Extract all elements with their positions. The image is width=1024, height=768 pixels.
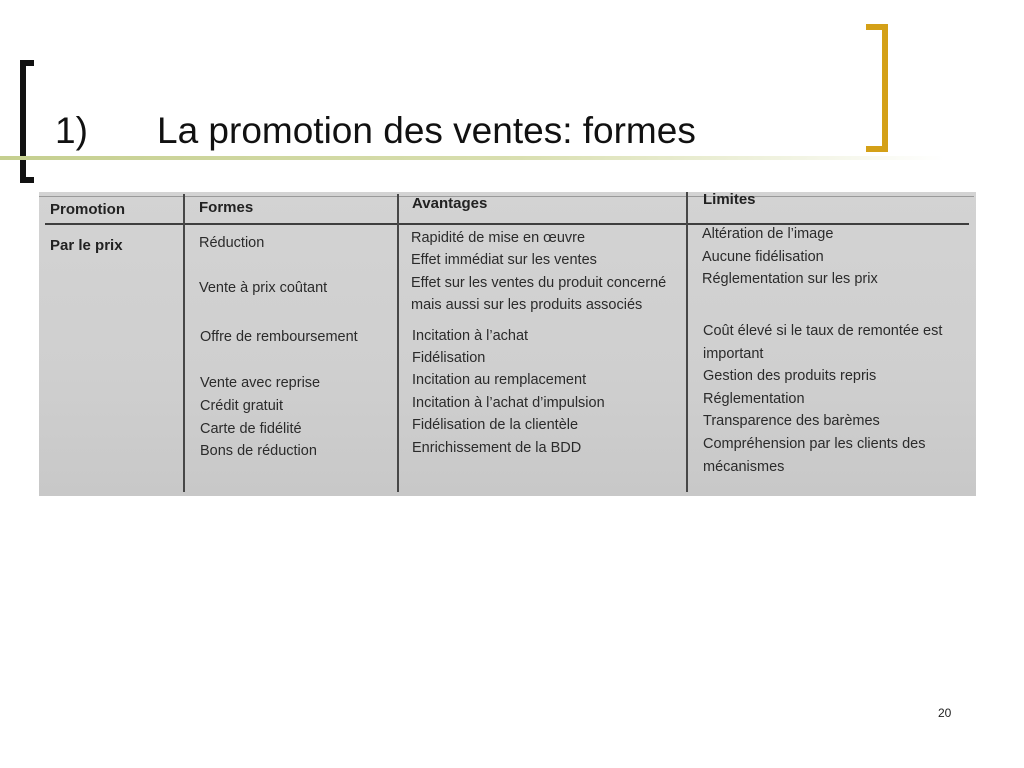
limite-item: Aucune fidélisation (702, 249, 824, 265)
forme-item: Vente à prix coûtant (199, 280, 328, 296)
avantage-item: Effet immédiat sur les ventes (411, 252, 597, 268)
limite-item: Compréhension par les clients des (703, 436, 926, 452)
avantage-item: Fidélisation (412, 350, 486, 366)
scanned-table (39, 192, 976, 496)
right-bracket-decoration (866, 24, 888, 152)
avantage-item: Fidélisation de la clientèle (412, 417, 579, 433)
avantage-item: Effet sur les ventes du produit concerné (411, 275, 667, 291)
forme-item: Carte de fidélité (200, 421, 302, 437)
forme-item: Crédit gratuit (200, 398, 284, 414)
limite-item: mécanismes (703, 459, 785, 475)
title-underline (0, 156, 945, 160)
header-avantages: Avantages (412, 195, 488, 212)
avantage-item: Rapidité de mise en œuvre (411, 230, 586, 246)
forme-item: Réduction (199, 235, 265, 251)
limite-item: important (703, 346, 764, 362)
limite-item: Gestion des produits repris (703, 368, 877, 384)
slide-title (55, 108, 696, 154)
avantage-item: Incitation à l’achat d’impulsion (412, 395, 605, 411)
avantage-item: Enrichissement de la BDD (412, 440, 582, 456)
limite-item: Transparence des barèmes (703, 413, 880, 429)
page-number: 20 (938, 706, 952, 720)
limite-item: Réglementation sur les prix (702, 271, 878, 287)
row-label-par-le-prix: Par le prix (50, 237, 123, 254)
avantage-item: Incitation à l’achat (412, 328, 529, 344)
limite-item: Réglementation (703, 391, 805, 407)
header-limites: Limites (703, 192, 756, 208)
header-top-rule (39, 196, 974, 197)
limite-item: Altération de l’image (702, 226, 834, 242)
title-text: La promotion des ventes: formes (157, 110, 696, 151)
column-divider-2 (397, 194, 399, 492)
title-number: 1) (55, 110, 88, 151)
forme-item: Bons de réduction (200, 443, 317, 459)
left-bracket-decoration (20, 60, 34, 183)
header-formes: Formes (199, 199, 254, 216)
forme-item: Offre de remboursement (200, 329, 358, 345)
column-divider-1 (183, 194, 185, 492)
avantage-item: mais aussi sur les produits associés (411, 297, 643, 313)
header-promotion: Promotion (50, 201, 125, 218)
column-divider-3 (686, 192, 688, 492)
limite-item: Coût élevé si le taux de remontée est (703, 323, 943, 339)
forme-item: Vente avec reprise (200, 375, 321, 391)
avantage-item: Incitation au remplacement (412, 372, 587, 388)
